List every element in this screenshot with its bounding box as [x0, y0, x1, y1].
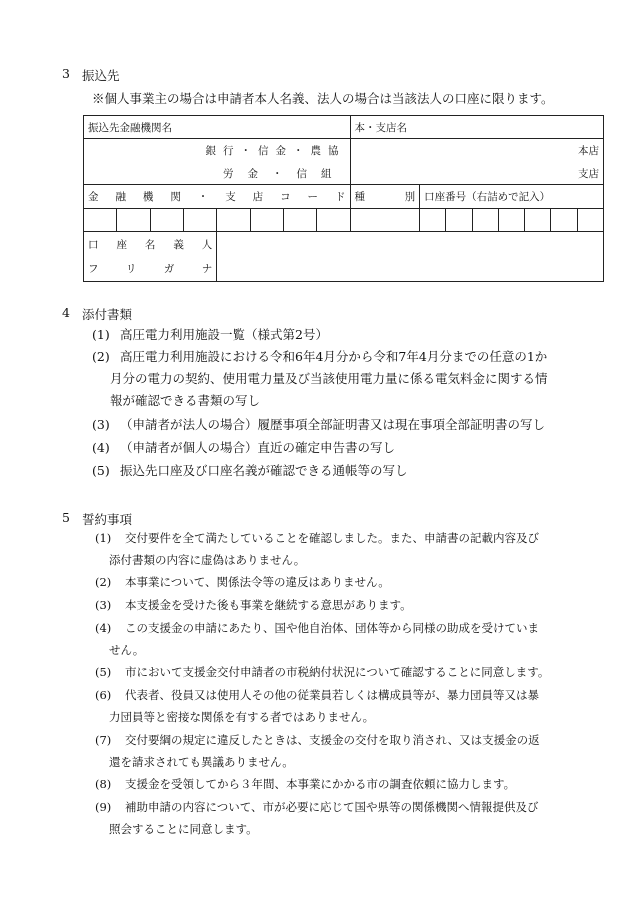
- bank-types-line2: 労金・信組: [223, 167, 346, 180]
- item-number: (5): [92, 463, 110, 478]
- pledge-item-1: (1) 交付要件を全て満たしていることを確認しました。また、申請書の記載内容及び 添付書類の内容に虚偽はありません。: [95, 531, 539, 567]
- main-office-cell[interactable]: [350, 139, 604, 162]
- bank-types-line2-cell[interactable]: [84, 162, 351, 185]
- section-5-number: 5: [62, 510, 70, 525]
- account-digit-7[interactable]: [577, 208, 603, 231]
- code-digit-2[interactable]: [117, 208, 150, 231]
- furigana-label-cell: [84, 257, 217, 282]
- section-4-number: 4: [62, 305, 70, 320]
- account-number-label-cell: [420, 185, 604, 208]
- section-3-note: ※個人事業主の場合は申請者本人名義、法人の場合は当該法人の口座に限ります。: [92, 91, 554, 106]
- item-number: (4): [92, 440, 110, 455]
- account-digit-3[interactable]: [472, 208, 498, 231]
- holder-label-cell: [84, 232, 217, 257]
- bank-account-table: [83, 115, 604, 282]
- code-digit-8[interactable]: [317, 208, 350, 231]
- type-label: 種 別: [354, 190, 416, 203]
- code-label-cell: [84, 185, 351, 208]
- pledge-item-2: (2) 本事業について、関係法令等の違反はありません。: [95, 575, 390, 589]
- code-digit-6[interactable]: [250, 208, 283, 231]
- account-digit-5[interactable]: [525, 208, 551, 231]
- pledge-item-5: (5) 市において支援金交付申請者の市税納付状況について確認することに同意します。: [95, 665, 550, 679]
- account-digit-2[interactable]: [446, 208, 472, 231]
- account-digit-6[interactable]: [551, 208, 577, 231]
- section-5-title: 誓約事項: [82, 512, 133, 527]
- institution-label-cell: [84, 116, 351, 139]
- bank-types-line1-cell[interactable]: [84, 139, 351, 162]
- account-type-field[interactable]: [350, 208, 420, 231]
- code-digit-5[interactable]: [217, 208, 250, 231]
- account-digit-1[interactable]: [420, 208, 446, 231]
- pledge-item-3: (3) 本支援金を受けた後も事業を継続する意思があります。: [95, 598, 412, 612]
- attachment-item-5: (5) 振込先口座及び口座名義が確認できる通帳等の写し: [92, 460, 408, 482]
- holder-label: 口 座 名 義 人: [88, 238, 213, 251]
- branch-office-cell[interactable]: [350, 162, 604, 185]
- branch-label: 本・支店名: [354, 121, 407, 134]
- code-label: 金 融 機 関 ・ 支 店 コ ー ド: [88, 190, 346, 203]
- section-3-number: 3: [62, 66, 70, 81]
- type-label-cell: [350, 185, 420, 208]
- item-number: (3): [92, 417, 110, 432]
- code-digit-3[interactable]: [150, 208, 183, 231]
- bank-types-line1: 銀行・信金・農協: [205, 145, 346, 158]
- account-digit-4[interactable]: [498, 208, 524, 231]
- pledge-item-8: (8) 支援金を受領してから３年間、本事業にかかる市の調査依頼に協力します。: [95, 777, 516, 791]
- section-3-title: 振込先: [82, 68, 120, 83]
- pledge-item-7: (7) 交付要綱の規定に違反したときは、支援金の交付を取り消され、又は支援金の返 還を請求されても異議ありません。: [95, 733, 540, 769]
- item-number: (2): [92, 349, 110, 364]
- attachment-item-3: (3) （申請者が法人の場合）履歴事項全部証明書又は現在事項全部証明書の写し: [92, 414, 545, 436]
- institution-label: 振込先金融機関名: [88, 121, 172, 134]
- attachment-item-1: (1) 高圧電力利用施設一覧（様式第2号）: [92, 324, 328, 346]
- pledge-item-6: (6) 代表者、役員又は使用人その他の従業員若しくは構成員等が、暴力団員等又は暴 力団員等と密接な関係を有する者ではありません。: [95, 688, 539, 724]
- code-digit-1[interactable]: [84, 208, 117, 231]
- attachment-item-2: (2) 高圧電力利用施設における令和6年4月分から令和7年4月分までの任意の1か 月分の電力の契約、使用電力量及び当該使用電力量に係る電気料金に関する情 報が確認できる書類の写し: [92, 346, 548, 412]
- branch-label-cell: [350, 116, 604, 139]
- code-digit-7[interactable]: [283, 208, 316, 231]
- attachment-item-4: (4) （申請者が個人の場合）直近の確定申告書の写し: [92, 437, 395, 459]
- main-office-label: 本店: [578, 145, 599, 158]
- branch-office-label: 支店: [578, 167, 599, 180]
- section-4-title: 添付書類: [82, 307, 133, 322]
- account-number-label: 口座番号（右詰めで記入）: [424, 190, 551, 203]
- code-digit-4[interactable]: [183, 208, 216, 231]
- account-holder-field[interactable]: [217, 232, 604, 282]
- pledge-item-4: (4) この支援金の申請にあたり、国や他自治体、団体等から同様の助成を受けていま せん。: [95, 621, 539, 657]
- item-number: (1): [92, 327, 110, 342]
- pledge-item-9: (9) 補助申請の内容について、市が必要に応じて国や県等の関係機関へ情報提供及び 照会することに同意します。: [95, 800, 539, 836]
- furigana-label: フ リ ガ ナ: [88, 263, 213, 276]
